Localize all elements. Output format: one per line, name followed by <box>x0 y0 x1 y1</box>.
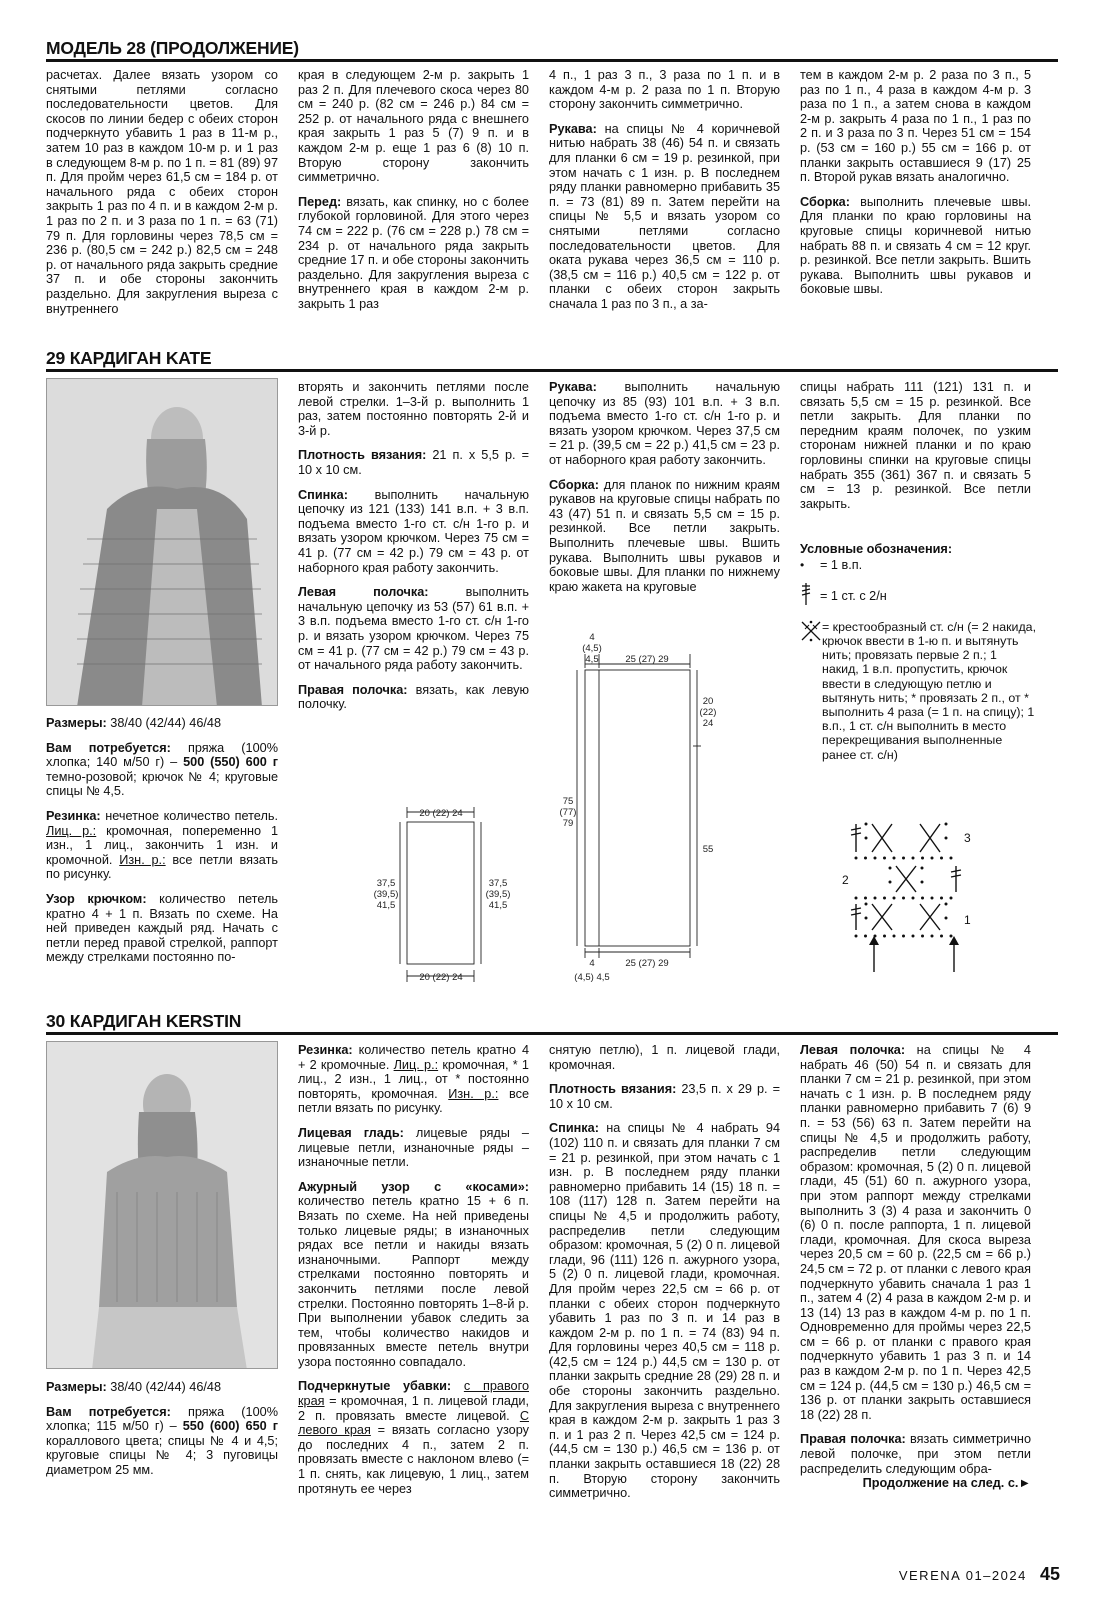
chain-dot <box>945 903 948 906</box>
chain-dot <box>902 897 905 900</box>
section-title-model-30: 30 КАРДИГАН KERSTIN <box>46 1011 242 1031</box>
chain-dot <box>855 935 858 938</box>
chain-dot <box>864 857 867 860</box>
chain-dot <box>912 857 915 860</box>
chain-dot <box>893 935 896 938</box>
chain-dot <box>945 917 948 920</box>
legend-item-cross: = крестообразный ст. с/н (= 2 накида, крючок ввести в 1-ю п. и вытянуть нить; провязать первые 2 п.; 1 накид, 1 в.п. пропустить, крючок ввести в следующую петлю и вытянуть нить; * провязать 2 п., от * выполнить 4 раза (= 1 п. на спицу); 1 в.п., 1 ст. с/н выполнить в место перекрещивания выполненные ранее ст. с/н) <box>800 620 1036 762</box>
chain-dot <box>883 935 886 938</box>
dim-lower: 55 <box>702 844 714 855</box>
dim-armhole-2: (22) <box>699 707 717 718</box>
chain-dot <box>864 897 867 900</box>
chain-dot <box>912 897 915 900</box>
dim-bottom: 25 (27) 29 <box>625 958 669 969</box>
m30-column-3: снятую петлю), 1 п. лицевой глади, кромочная. Плотность вязания: 23,5 п. х 29 р. = 10 х 10 см. Спинка: на спицы № 4 набрать 94 (102) 110 п. и связать для планки 7 см = 21 р. резинкой, при этом начать с 1 изн. р. В последнем ряду планки равномерно прибавить 14 (15) 18 п. = 108 (117) 128 п. Затем перейти на спицы № 4,5 и продолжить работу, распределив петли следующим образом: кромочная, 5 (2) 0 п. лицевой глади, 96 (111) 126 п. ажурного узора, 5 (2) 0 п. лицевой глади, кромочная. Для пройм через 22,5 см = 66 р. от планки с обеих сторон подчеркнуто убавить 1 раз по 3 п. и 14 раз в каждом 2-м р. по 1 п. = 74 (83) 94 п. Для горловины через 40,5 см = 118 р. (42,5 см = 124 р.) 44,5 см = 130 р. от планки закрыть средние 28 (29) 28 п. и обе стороны закончить раздельно. Для закругления выреза с внутреннего края в каждом 2-м р. закрыть 1 раз 3 п. и 1 раз 2 п. Через 42,5 см = 124 р. (44,5 см = 130 р.) 46,5 см = 136 р. от планки закрыть оставшиеся 18 (22) 28 п. Вторую сторону закончить симметрично. <box>549 1043 781 1501</box>
dim-neck-3: 4,5 <box>585 654 599 665</box>
m30-column-1: Размеры: 38/40 (42/44) 46/48 Вам потребуется: пряжа (100% хлопка; 115 м/50 г) – 550 (600) 650 г кораллового цвета; спицы № 4 и 4,5; круговые спицы № 4; 3 пуговицы диаметром 25 мм. <box>46 1380 278 1477</box>
legend <box>800 542 1036 762</box>
chain-dot <box>945 823 948 826</box>
dim-bottom-2: (4,5) 4,5 <box>574 972 610 983</box>
m29-column-4: спицы набрать 111 (121) 131 п. и связать 5,5 см = 15 р. резинкой. Все петли закрыть. Для планки по передним краям полочек, по узким сторонам нижней планки и по краю горловины спинки на круговые спицы набрать 355 (361) 367 п. и связать 5 см = 13 р. резинкой. Все петли закрыть. <box>800 380 1031 511</box>
chain-dot <box>864 935 867 938</box>
m29-column-2: вторять и закончить петлями после левой стрелки. 1–3-й р. выполнить 1 раз, затем постоянно повторять 2-й и 3-й р. Плотность вязания: 21 п. х 5,5 р. = 10 х 10 см. Спинка: выполнить начальную цепочку из 121 (133) 141 в.п. + 3 в.п. подъема вместо 1-го ст. с/н 1-го р. и вязать узором крючком. Через 75 см = 41 р. (77 см = 42 р.) 79 см = 43 р. от наборного края работу закончить. Левая полочка: выполнить начальную цепочку из 53 (57) 61 в.п. + 3 в.п. подъема вместо 1-го ст. с/н 1-го р. и вязать узором крючком. Через 75 см = 41 р. (77 см = 42 р.) 79 см = 43 р. от начального ряда работу закончить. Правая полочка: вязать, как левую полочку. <box>298 380 530 712</box>
section-rule <box>46 369 1058 372</box>
dim-armhole-1: 20 <box>702 696 714 707</box>
chart-row-3-label: 3 <box>964 831 971 845</box>
dim-top: 20 (22) 24 <box>419 808 463 819</box>
chain-dot <box>931 935 934 938</box>
continued-note: Продолжение на след. с.► <box>862 1476 1031 1491</box>
chain-dot <box>912 935 915 938</box>
chain-dot <box>865 917 868 920</box>
chain-dot <box>902 935 905 938</box>
schematic-panel <box>370 800 510 990</box>
m28-column-4: тем в каждом 2-м р. 2 раза по 3 п., 5 раз по 1 п., 4 раза в каждом 4-м р. 3 раза по 1 п., а затем снова в каждом 2-м р. закрыть 4 раза по 1 п., 1 раз по 2 п. и 3 раза по 3 п. Через 51 см = 154 р. (53 см = 160 р.) 55 см = 166 р. от планки закрыть оставшиеся 9 (17) 25 п. Второй рукав вязать аналогично. Сборка: выполнить плечевые швы. Для планки по краю горловины на круговые спицы коричневой нитью набрать 88 п. и связать 4 см = 12 круг. р. резинкой. Все петли закрыть. Вшить рукава. Выполнить швы рукавов и боковые швы. <box>800 68 1031 297</box>
double-crochet-icon <box>800 582 820 610</box>
chain-dot <box>889 881 892 884</box>
dim-bottom-1: 4 <box>589 958 595 969</box>
dim-length-3: 79 <box>562 818 574 829</box>
chain-dot <box>865 903 868 906</box>
chain-dot <box>883 897 886 900</box>
m28-column-1: расчетах. Далее вязать узором со снятыми петлями согласно последовательности цветов. Для скосов по линии бедер с обеих сторон подчеркнуто убавить 1 раз в 11-м р., затем 10 раз в каждом 10-м р. и 1 раз в следующем 8-м р. по 1 п. = 81 (89) 97 п. Для пройм через 61,5 см = 184 р. от начального ряда с обеих сторон закрыть 1 раз по 4 п. и в каждом 2-м р. 1 раз по 2 п. и 3 раза по 1 п. = 63 (71) 79 п. Для горловины через 78,5 см = 236 р. (80,5 см = 242 р.) 82,5 см = 248 р. от начального ряда закрыть средние 37 п. и обе стороны закончить раздельно. Для закругления выреза с внутреннего <box>46 68 279 316</box>
dim-right-1: 37,5 <box>488 878 508 889</box>
page-footer <box>898 1564 1060 1584</box>
chain-dot <box>893 897 896 900</box>
chain-dot <box>855 897 858 900</box>
chain-dot <box>874 857 877 860</box>
legend-title: Условные обозначения: <box>800 542 953 556</box>
chain-dot <box>921 935 924 938</box>
chain-dot <box>940 857 943 860</box>
issue-number: 01–2024 <box>965 1568 1027 1583</box>
chain-dot <box>931 857 934 860</box>
legend-item-dc2: = 1 ст. с 2/н <box>800 582 1036 610</box>
dim-neck-2: (4,5) <box>582 643 602 654</box>
chain-dot <box>855 857 858 860</box>
chain-stitch-icon: • <box>800 557 805 572</box>
magazine-brand: VERENA <box>898 1568 961 1583</box>
dim-left-3: 41,5 <box>376 900 396 911</box>
dim-right-2: (39,5) <box>485 889 510 900</box>
photo-cardigan-kerstin <box>46 1041 278 1369</box>
dim-length-2: (77) <box>559 807 577 818</box>
m29-column-1: Размеры: 38/40 (42/44) 46/48 Вам потребуется: пряжа (100% хлопка; 140 м/50 г) – 500 (550) 600 г темно-розовой; крючок № 4; круговые спицы № 4,5. Резинка: нечетное количество петель. Лиц. р.: кромочная, попеременно 1 изн., 1 лиц., закончить 1 изн. и кромочной. Изн. р.: все петли вязать по рисунку. Узор крючком: количество петель кратно 4 + 1 п. Вязать по схеме. На ней приведен каждый ряд. Начать с петли перед правой стрелкой, раппорт между стрелками постоянно по- <box>46 716 278 965</box>
chain-dot <box>945 837 948 840</box>
dim-left-1: 37,5 <box>376 878 396 889</box>
page-number: 45 <box>1039 1564 1060 1584</box>
chain-dot <box>921 867 924 870</box>
chain-dot <box>940 897 943 900</box>
m30-column-2: Резинка: количество петель кратно 4 + 2 кромочные. Лиц. р.: кромочная, * 1 лиц., 2 изн., 1 лиц., от * постоянно повторять, кромочная. Изн. р.: все петли вязать по рисунку. Лицевая гладь: лицевые ряды – лицевые петли, изнаночные ряды – изнаночные петли. Ажурный узор с «косами»: количество петель кратно 15 + 6 п. Вязать по схеме. На ней приведены только лицевые ряды; в изнаночных рядах все петли и накиды вязать изнаночными. Раппорт между стрелками постоянно повторять и закончить петлями после левой стрелки. Постоянно повторять 1–8-й р. При выполнении убавок следить за тем, чтобы количество накидов и провязанных вместе петель внутри узора постоянно совпадало. Подчеркнутые убавки: с правого края = кромочная, 1 п. лицевой глади, 2 п. провязать вместе лицевой. С левого края = вязать согласно узору до последних 4 п., затем 2 п. провязать вместе с наклоном влево (= 1 п. снять, как лицевую, 1 лиц., затем протянуть ее через <box>298 1043 530 1496</box>
section-rule <box>46 1032 1058 1035</box>
m28-column-3: 4 п., 1 раз 3 п., 3 раза по 1 п. и в каждом 4-м р. 2 раза по 1 п. Вторую сторону закончить симметрично. Рукава: на спицы № 4 коричневой нитью набрать 38 (46) 54 п. и связать для планки 6 см = 19 р. резинкой, при этом начать с 1 изн. р. В последнем ряду планки равномерно прибавить 35 п. = 73 (81) 89 п. Затем перейти на спицы № 5,5 и вязать узором со снятыми петлями согласно последовательности цветов. Для оката рукава через 36,5 см = 110 р. (38,5 см = 116 р.) 40,5 см = 122 р. от планки с обеих сторон закрыть сначала 1 раз по 3 п., а за- <box>549 68 780 311</box>
section-title-model-28: МОДЕЛЬ 28 (ПРОДОЛЖЕНИЕ) <box>46 38 299 58</box>
section-rule <box>46 59 1058 62</box>
chain-dot <box>921 881 924 884</box>
chain-dot <box>902 857 905 860</box>
m28-column-2: края в следующем 2-м р. закрыть 1 раз 2 п. Для плечевого скоса через 80 см = 240 р. (82 см = 246 р.) 84 см = 252 р. от начального ряда с внешнего края закрыть 1 раз 5 (7) 9 п. и в каждом 2-м р. еще 1 раз 6 (8) 10 п. Вторую сторону закончить симметрично. Перед: вязать, как спинку, но с более глубокой горловиной. Для этого через 74 см = 222 р. (76 см = 228 р.) 78 см = 234 р. от начального ряда закрыть средние 17 п. и обе стороны закончить раздельно. Для закругления выреза с внутреннего края в каждом 2-м р. закрыть 1 раз <box>298 68 529 311</box>
schematic-front <box>555 628 730 988</box>
m30-column-4: Левая полочка: на спицы № 4 набрать 46 (50) 54 п. и связать для планки 7 см = 21 р. резинкой, при этом начать с 1 изн. р. В последнем ряду планки равномерно прибавить 7 (6) 9 п. = 53 (56) 63 п. Затем перейти на спицы № 4,5 и продолжить работу, распределив петли следующим образом: кромочная, 5 (2) 0 п. лицевой глади, 45 (51) 60 п. ажурного узора, при этом раппорт между стрелками выполнить 3 (3) 4 раза и закончить 0 (6) 0 п. после раппорта, 1 п. лицевой глади, кромочная. Для скоса выреза через 20,5 см = 60 р. (22,5 см = 66 р.) 24,5 см = 72 р. от планки с левого края подчеркнуто убавить сначала 1 раз 1 п., затем 4 (2) 4 раза в каждом 2-м р. и 13 (14) 13 раз в каждом 4-м р. по 1 п. Одновременно для проймы через 22,5 см = 66 р. от планки с правого края подчеркнуто убавить 1 раз 3 п. и 14 раз в каждом 2-м р. по 1 п. Через 42,5 см = 124 р. (44,5 см = 130 р.) 46,5 см = 136 р. от планки закрыть оставшиеся 18 (22) 28 п. Правая полочка: вязать симметрично левой полочке, при этом петли распределить следующим обра- Продолжение на след. с.► <box>800 1043 1031 1491</box>
chain-dot <box>921 857 924 860</box>
chain-dot <box>889 867 892 870</box>
chain-dot <box>865 823 868 826</box>
chain-dot <box>865 837 868 840</box>
chain-dot <box>950 857 953 860</box>
dim-armhole-3: 24 <box>702 718 714 729</box>
chart-row-1-label: 1 <box>964 913 971 927</box>
dim-left-2: (39,5) <box>373 889 399 900</box>
chain-dot <box>950 897 953 900</box>
dim-right-3: 41,5 <box>488 900 508 911</box>
chain-dot <box>874 897 877 900</box>
chain-dot <box>883 857 886 860</box>
chain-dot <box>931 897 934 900</box>
chain-dot <box>921 897 924 900</box>
dim-bottom: 20 (22) 24 <box>419 972 463 983</box>
crossed-stitch-icon <box>800 620 822 646</box>
chain-dot <box>940 935 943 938</box>
chart-row-2-label: 2 <box>842 873 849 887</box>
section-title-model-29: 29 КАРДИГАН KATE <box>46 348 212 368</box>
photo-cardigan-kate <box>46 378 278 706</box>
crochet-chart <box>830 812 980 992</box>
chain-dot <box>950 935 953 938</box>
m29-column-3: Рукава: выполнить начальную цепочку из 85 (93) 101 в.п. + 3 в.п. подъема вместо 1-го ст. с/н 1-го р. и вязать узором крючком. Через 37,5 см = 21 р. (39,5 см = 22 р.) 41,5 см = 23 р. от наборного края работу закончить. Сборка: для планок по нижним краям рукавов на круговые спицы набрать по 43 (47) 51 п. и связать 5,5 см = 15 р. резинкой. Все петли закрыть. Выполнить плечевые швы. Вшить рукава. Выполнить швы рукавов и боковые швы. Для планки по нижнему краю жакета на круговые <box>549 380 780 594</box>
chain-dot <box>893 857 896 860</box>
dim-neck-1: 4 <box>589 632 595 643</box>
dim-length-1: 75 <box>562 796 574 807</box>
dim-top: 25 (27) 29 <box>625 654 669 665</box>
legend-item-chain: • = 1 в.п. <box>800 557 863 572</box>
